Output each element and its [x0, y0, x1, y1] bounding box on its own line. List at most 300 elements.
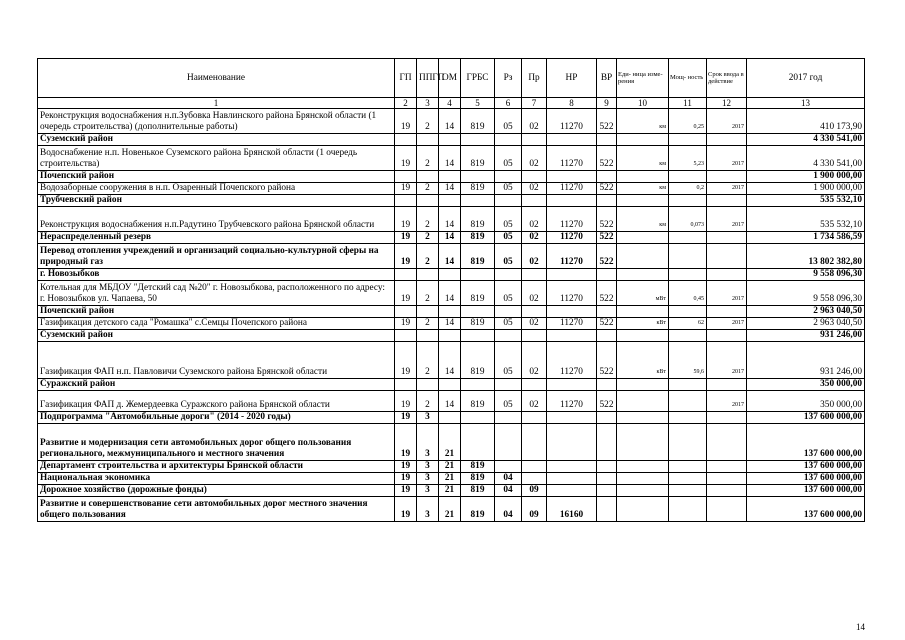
row-unit: мВт [617, 281, 669, 306]
row-rz [495, 195, 522, 207]
row-grbs [461, 195, 495, 207]
row-unit [617, 134, 669, 146]
table-row [38, 379, 865, 391]
row-grbs: 819 [461, 146, 495, 171]
row-grbs [461, 379, 495, 391]
row-om: 21 [439, 497, 461, 522]
row-rz: 04 [495, 497, 522, 522]
row-ppgp: 2 [417, 391, 439, 412]
row-amount: 410 173,90 [747, 109, 865, 134]
row-power [669, 461, 707, 473]
col-ppgp-header: ППГП [417, 59, 439, 98]
index-cell: 5 [461, 98, 495, 109]
row-pr: 02 [522, 146, 547, 171]
row-power [669, 244, 707, 269]
row-rz [495, 330, 522, 342]
row-power: 0,2 [669, 183, 707, 195]
row-vr [597, 171, 617, 183]
row-name: Реконструкция водоснабжения н.п.Зубовка Навлинского района Брянской области (1 очередь строительства) (дополнительные работы) [38, 109, 395, 134]
row-name: Газификация ФАП д. Жемердеевка Суражского района Брянской области [38, 391, 395, 412]
row-vr: 522 [597, 146, 617, 171]
row-name: Суземский район [38, 134, 395, 146]
row-om: 14 [439, 318, 461, 330]
row-power [669, 379, 707, 391]
row-ppgp: 2 [417, 342, 439, 379]
budget-table [37, 58, 865, 522]
col-gp-header: ГП [395, 59, 417, 98]
row-gp [395, 330, 417, 342]
row-om: 14 [439, 281, 461, 306]
row-rz: 05 [495, 391, 522, 412]
row-power: 0,25 [669, 109, 707, 134]
row-pr: 02 [522, 109, 547, 134]
row-rz [495, 412, 522, 424]
row-nr [547, 379, 597, 391]
row-amount: 137 600 000,00 [747, 412, 865, 424]
row-rz [495, 269, 522, 281]
row-pr [522, 473, 547, 485]
row-amount: 1 900 000,00 [747, 183, 865, 195]
row-ppgp: 3 [417, 485, 439, 497]
row-ppgp: 2 [417, 232, 439, 244]
table-row [38, 183, 865, 195]
table-row [38, 318, 865, 330]
row-gp: 19 [395, 412, 417, 424]
row-grbs [461, 171, 495, 183]
row-gp: 19 [395, 207, 417, 232]
row-grbs [461, 424, 495, 461]
row-vr: 522 [597, 391, 617, 412]
row-pr: 02 [522, 207, 547, 232]
row-ppgp: 3 [417, 473, 439, 485]
table-row [38, 171, 865, 183]
row-vr [597, 412, 617, 424]
row-name: Водоснабжение н.п. Новенькое Суземского района Брянской области (1 очередь строительства) [38, 146, 395, 171]
row-amount: 1 734 586,59 [747, 232, 865, 244]
row-rz: 05 [495, 207, 522, 232]
row-ppgp: 2 [417, 318, 439, 330]
row-gp [395, 171, 417, 183]
row-term: 2017 [707, 342, 747, 379]
row-gp: 19 [395, 232, 417, 244]
page-number: 14 [856, 622, 865, 632]
row-unit [617, 379, 669, 391]
row-name: Развитие и модернизация сети автомобильных дорог общего пользования регионального, межмуниципального и местного значения [38, 424, 395, 461]
row-term [707, 379, 747, 391]
row-nr: 11270 [547, 244, 597, 269]
row-om [439, 269, 461, 281]
row-nr [547, 269, 597, 281]
row-pr: 02 [522, 183, 547, 195]
table-row [38, 497, 865, 522]
row-power [669, 497, 707, 522]
row-grbs: 819 [461, 183, 495, 195]
row-term [707, 244, 747, 269]
row-unit [617, 473, 669, 485]
row-name: Суземский район [38, 330, 395, 342]
col-rz-header: Рз [495, 59, 522, 98]
row-power: 59,6 [669, 342, 707, 379]
row-gp: 19 [395, 497, 417, 522]
row-name: Перевод отопления учреждений и организаций социально-культурной сферы на природный газ [38, 244, 395, 269]
row-vr [597, 269, 617, 281]
row-power [669, 232, 707, 244]
row-amount: 4 330 541,00 [747, 146, 865, 171]
row-unit [617, 461, 669, 473]
row-nr [547, 306, 597, 318]
row-nr: 11270 [547, 207, 597, 232]
row-unit: км [617, 109, 669, 134]
row-om [439, 412, 461, 424]
row-term: 2017 [707, 281, 747, 306]
row-pr: 09 [522, 485, 547, 497]
row-pr [522, 171, 547, 183]
row-name: Газификация ФАП н.п. Павловичи Суземского района Брянской области [38, 342, 395, 379]
row-ppgp [417, 269, 439, 281]
row-pr [522, 306, 547, 318]
row-rz [495, 461, 522, 473]
row-unit: км [617, 183, 669, 195]
row-vr: 522 [597, 281, 617, 306]
row-grbs: 819 [461, 244, 495, 269]
row-grbs: 819 [461, 473, 495, 485]
row-rz [495, 134, 522, 146]
row-grbs [461, 330, 495, 342]
row-pr [522, 269, 547, 281]
row-gp [395, 269, 417, 281]
row-vr: 522 [597, 207, 617, 232]
row-vr: 522 [597, 232, 617, 244]
row-name: Почепский район [38, 171, 395, 183]
row-term: 2017 [707, 207, 747, 232]
row-power [669, 412, 707, 424]
row-unit: км [617, 146, 669, 171]
row-pr [522, 330, 547, 342]
row-gp: 19 [395, 281, 417, 306]
table-row [38, 424, 865, 461]
row-power [669, 195, 707, 207]
row-gp [395, 379, 417, 391]
row-term [707, 195, 747, 207]
row-rz: 05 [495, 342, 522, 379]
row-pr: 09 [522, 497, 547, 522]
row-om: 21 [439, 424, 461, 461]
table-row [38, 232, 865, 244]
table-row [38, 461, 865, 473]
row-unit [617, 424, 669, 461]
table-row [38, 473, 865, 485]
row-term: 2017 [707, 146, 747, 171]
row-amount: 2 963 040,50 [747, 306, 865, 318]
row-amount: 137 600 000,00 [747, 485, 865, 497]
index-cell: 6 [495, 98, 522, 109]
row-amount: 535 532,10 [747, 195, 865, 207]
row-rz: 04 [495, 485, 522, 497]
row-ppgp: 2 [417, 183, 439, 195]
row-amount: 1 900 000,00 [747, 171, 865, 183]
row-amount: 137 600 000,00 [747, 497, 865, 522]
table-row [38, 281, 865, 306]
row-grbs [461, 134, 495, 146]
row-name: Почепский район [38, 306, 395, 318]
row-unit [617, 244, 669, 269]
row-name: Развитие и совершенствование сети автомобильных дорог местного значения общего пользования [38, 497, 395, 522]
row-term: 2017 [707, 391, 747, 412]
row-pr: 02 [522, 318, 547, 330]
row-grbs: 819 [461, 342, 495, 379]
row-om [439, 330, 461, 342]
row-vr: 522 [597, 183, 617, 195]
row-term: 2017 [707, 109, 747, 134]
header-row [38, 59, 865, 98]
row-rz [495, 379, 522, 391]
row-name: Газификация детского сада "Ромашка" с.Семцы Почепского района [38, 318, 395, 330]
row-power: 5,23 [669, 146, 707, 171]
table-row [38, 412, 865, 424]
table-row [38, 342, 865, 379]
row-nr [547, 485, 597, 497]
row-grbs: 819 [461, 207, 495, 232]
row-ppgp: 3 [417, 424, 439, 461]
row-power: 62 [669, 318, 707, 330]
row-rz: 05 [495, 109, 522, 134]
row-vr [597, 195, 617, 207]
row-nr: 11270 [547, 232, 597, 244]
row-name: Дорожное хозяйство (дорожные фонды) [38, 485, 395, 497]
row-vr [597, 461, 617, 473]
row-term [707, 306, 747, 318]
row-ppgp [417, 379, 439, 391]
row-pr [522, 424, 547, 461]
row-pr [522, 461, 547, 473]
row-unit [617, 412, 669, 424]
row-unit: кВт [617, 342, 669, 379]
col-year-header: 2017 год [747, 59, 865, 98]
row-nr: 11270 [547, 109, 597, 134]
row-unit [617, 330, 669, 342]
row-om: 21 [439, 473, 461, 485]
col-nr-header: НР [547, 59, 597, 98]
row-pr [522, 134, 547, 146]
row-grbs: 819 [461, 391, 495, 412]
row-unit: кВт [617, 318, 669, 330]
row-pr: 02 [522, 281, 547, 306]
row-term [707, 269, 747, 281]
row-om: 14 [439, 109, 461, 134]
row-name: Водозаборные сооружения в н.п. Озаренный Почепского района [38, 183, 395, 195]
row-nr: 11270 [547, 146, 597, 171]
row-nr [547, 412, 597, 424]
index-cell: 9 [597, 98, 617, 109]
row-vr [597, 485, 617, 497]
col-grbs-header: ГРБС [461, 59, 495, 98]
row-vr [597, 330, 617, 342]
row-gp [395, 306, 417, 318]
row-amount: 4 330 541,00 [747, 134, 865, 146]
row-power [669, 134, 707, 146]
row-gp: 19 [395, 183, 417, 195]
table-row [38, 306, 865, 318]
table-row [38, 391, 865, 412]
row-unit [617, 232, 669, 244]
row-vr [597, 379, 617, 391]
row-gp: 19 [395, 485, 417, 497]
row-om: 14 [439, 183, 461, 195]
row-grbs [461, 269, 495, 281]
table-row [38, 146, 865, 171]
row-ppgp: 2 [417, 146, 439, 171]
col-om-header: ОМ [439, 59, 461, 98]
row-ppgp: 3 [417, 412, 439, 424]
row-nr: 11270 [547, 342, 597, 379]
row-power: 0,45 [669, 281, 707, 306]
row-term: 2017 [707, 183, 747, 195]
col-name-header: Наименование [38, 59, 395, 98]
row-pr [522, 379, 547, 391]
index-cell: 13 [747, 98, 865, 109]
index-cell: 12 [707, 98, 747, 109]
table-row [38, 195, 865, 207]
row-grbs: 819 [461, 281, 495, 306]
table-row [38, 207, 865, 232]
row-grbs: 819 [461, 461, 495, 473]
row-term [707, 330, 747, 342]
row-ppgp: 2 [417, 244, 439, 269]
row-unit [617, 195, 669, 207]
row-amount: 350 000,00 [747, 379, 865, 391]
row-amount: 137 600 000,00 [747, 461, 865, 473]
row-unit [617, 497, 669, 522]
row-term [707, 497, 747, 522]
row-gp: 19 [395, 391, 417, 412]
row-name: Подпрограмма "Автомобильные дороги" (2014 - 2020 годы) [38, 412, 395, 424]
row-power [669, 473, 707, 485]
row-amount: 9 558 096,30 [747, 281, 865, 306]
row-power [669, 330, 707, 342]
row-name: Суражский район [38, 379, 395, 391]
row-grbs: 819 [461, 232, 495, 244]
row-gp: 19 [395, 342, 417, 379]
row-om: 14 [439, 342, 461, 379]
row-rz: 05 [495, 232, 522, 244]
row-om [439, 134, 461, 146]
row-unit [617, 391, 669, 412]
row-vr [597, 497, 617, 522]
row-vr [597, 134, 617, 146]
row-ppgp [417, 171, 439, 183]
row-gp: 19 [395, 109, 417, 134]
row-pr [522, 195, 547, 207]
row-amount: 9 558 096,30 [747, 269, 865, 281]
row-om: 14 [439, 146, 461, 171]
row-power [669, 269, 707, 281]
row-rz: 04 [495, 473, 522, 485]
row-term [707, 134, 747, 146]
row-pr: 02 [522, 342, 547, 379]
index-row [38, 98, 865, 109]
row-power [669, 391, 707, 412]
row-om: 21 [439, 461, 461, 473]
row-pr: 02 [522, 391, 547, 412]
index-cell: 7 [522, 98, 547, 109]
table-row [38, 269, 865, 281]
row-grbs [461, 306, 495, 318]
row-name: Нераспределенный резерв [38, 232, 395, 244]
row-name: Трубчевский район [38, 195, 395, 207]
row-ppgp: 2 [417, 109, 439, 134]
table-row [38, 109, 865, 134]
index-cell: 4 [439, 98, 461, 109]
col-power-header: Мощ- ность [669, 59, 707, 98]
row-ppgp: 2 [417, 281, 439, 306]
row-rz: 05 [495, 281, 522, 306]
row-rz [495, 171, 522, 183]
row-rz [495, 306, 522, 318]
row-gp: 19 [395, 318, 417, 330]
index-cell: 8 [547, 98, 597, 109]
row-rz: 05 [495, 318, 522, 330]
row-nr [547, 330, 597, 342]
table-row [38, 485, 865, 497]
row-ppgp: 2 [417, 207, 439, 232]
row-term [707, 412, 747, 424]
row-nr: 11270 [547, 281, 597, 306]
index-cell: 2 [395, 98, 417, 109]
col-pr-header: Пр [522, 59, 547, 98]
row-term [707, 461, 747, 473]
row-term [707, 424, 747, 461]
row-gp: 19 [395, 461, 417, 473]
row-vr [597, 424, 617, 461]
row-unit [617, 171, 669, 183]
table-row [38, 134, 865, 146]
row-name: г. Новозыбков [38, 269, 395, 281]
row-grbs: 819 [461, 318, 495, 330]
row-om [439, 306, 461, 318]
row-om [439, 379, 461, 391]
row-ppgp [417, 306, 439, 318]
row-om: 14 [439, 391, 461, 412]
row-rz: 05 [495, 244, 522, 269]
index-cell: 11 [669, 98, 707, 109]
row-om: 14 [439, 244, 461, 269]
row-rz: 05 [495, 183, 522, 195]
row-amount: 2 963 040,50 [747, 318, 865, 330]
row-amount: 137 600 000,00 [747, 473, 865, 485]
row-grbs: 819 [461, 485, 495, 497]
row-grbs: 819 [461, 497, 495, 522]
row-amount: 13 802 382,80 [747, 244, 865, 269]
row-rz [495, 424, 522, 461]
row-unit: км [617, 207, 669, 232]
row-gp: 19 [395, 424, 417, 461]
row-ppgp: 3 [417, 497, 439, 522]
index-cell: 1 [38, 98, 395, 109]
index-cell: 3 [417, 98, 439, 109]
row-vr: 522 [597, 318, 617, 330]
row-nr: 11270 [547, 391, 597, 412]
row-nr [547, 473, 597, 485]
row-vr: 522 [597, 342, 617, 379]
row-power [669, 306, 707, 318]
row-unit [617, 306, 669, 318]
row-amount: 535 532,10 [747, 207, 865, 232]
row-om [439, 171, 461, 183]
row-pr: 02 [522, 244, 547, 269]
row-power [669, 424, 707, 461]
row-om [439, 195, 461, 207]
table-row [38, 330, 865, 342]
